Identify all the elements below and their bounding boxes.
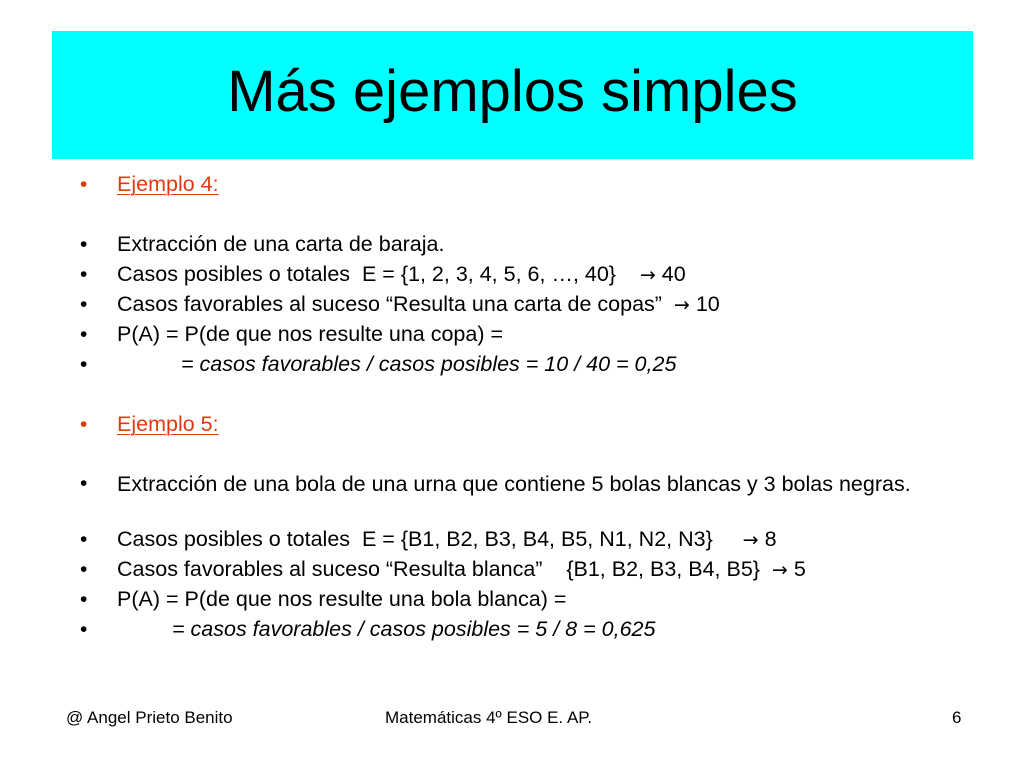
example4-line5: = casos favorables / casos posibles = 10 / 40 = 0,25	[181, 352, 677, 376]
bullet-icon: •	[80, 353, 88, 376]
example5-line4-item	[76, 587, 976, 617]
example5-line1: Extracción de una bola de una urna que contiene 5 bolas blancas y 3 bolas negras.	[117, 472, 911, 496]
example5-line1-item	[76, 472, 976, 527]
arrow-right-icon: →	[771, 559, 788, 581]
slide-content	[76, 172, 976, 647]
bullet-icon: •	[80, 233, 88, 256]
example5-line2-result: 8	[764, 527, 777, 551]
example4-line4: P(A) = P(de que nos resulte una copa) =	[117, 322, 504, 346]
example5-heading-item	[76, 412, 976, 442]
bullet-icon: •	[80, 528, 88, 551]
title-band	[52, 31, 973, 159]
bullet-icon: •	[80, 263, 88, 286]
example4-line3-result: 10	[695, 292, 720, 316]
arrow-right-icon: →	[742, 529, 759, 551]
example4-line1: Extracción de una carta de baraja.	[117, 232, 445, 256]
arrow-right-icon: →	[673, 294, 690, 316]
bullet-icon: •	[80, 558, 88, 581]
example4-heading: Ejemplo 4:	[117, 172, 219, 196]
bullet-icon: •	[80, 618, 88, 641]
slide-title: Más ejemplos simples	[227, 59, 798, 124]
bullet-icon: •	[80, 588, 88, 611]
footer-author: @ Angel Prieto Benito	[66, 708, 233, 727]
example4-line2-item	[76, 262, 976, 292]
arrow-right-icon: →	[639, 264, 656, 286]
example5-line5-item	[76, 617, 976, 647]
example4-line4-item	[76, 322, 976, 352]
example5-line2-item	[76, 527, 976, 557]
footer-page-number: 6	[952, 708, 962, 727]
bullet-icon: •	[80, 413, 88, 436]
example4-line2-text: Casos posibles o totales E = {1, 2, 3, 4, 5, 6, …, 40}	[117, 262, 634, 286]
example4-line3-text: Casos favorables al suceso “Resulta una carta de copas”	[117, 292, 668, 316]
example5-line3-item	[76, 557, 976, 587]
example5-heading: Ejemplo 5:	[117, 412, 219, 436]
example5-line5: = casos favorables / casos posibles = 5 / 8 = 0,625	[172, 617, 656, 641]
example5-line3-text: Casos favorables al suceso “Resulta blanca” {B1, B2, B3, B4, B5}	[117, 557, 766, 581]
bullet-icon: •	[80, 323, 88, 346]
bullet-icon: •	[80, 293, 88, 316]
bullet-icon: •	[80, 173, 88, 196]
example4-heading-item	[76, 172, 976, 202]
example5-line4: P(A) = P(de que nos resulte una bola blanca) =	[117, 587, 567, 611]
example4-line5-item	[76, 352, 976, 382]
bullet-icon: •	[80, 472, 88, 495]
example4-line3-item	[76, 292, 976, 322]
example5-line3-result: 5	[793, 557, 806, 581]
example5-line2-text: Casos posibles o totales E = {B1, B2, B3, B4, B5, N1, N2, N3}	[117, 527, 737, 551]
example4-line2-result: 40	[661, 262, 686, 286]
footer-course: Matemáticas 4º ESO E. AP.	[385, 708, 593, 727]
example4-line1-item	[76, 232, 976, 262]
